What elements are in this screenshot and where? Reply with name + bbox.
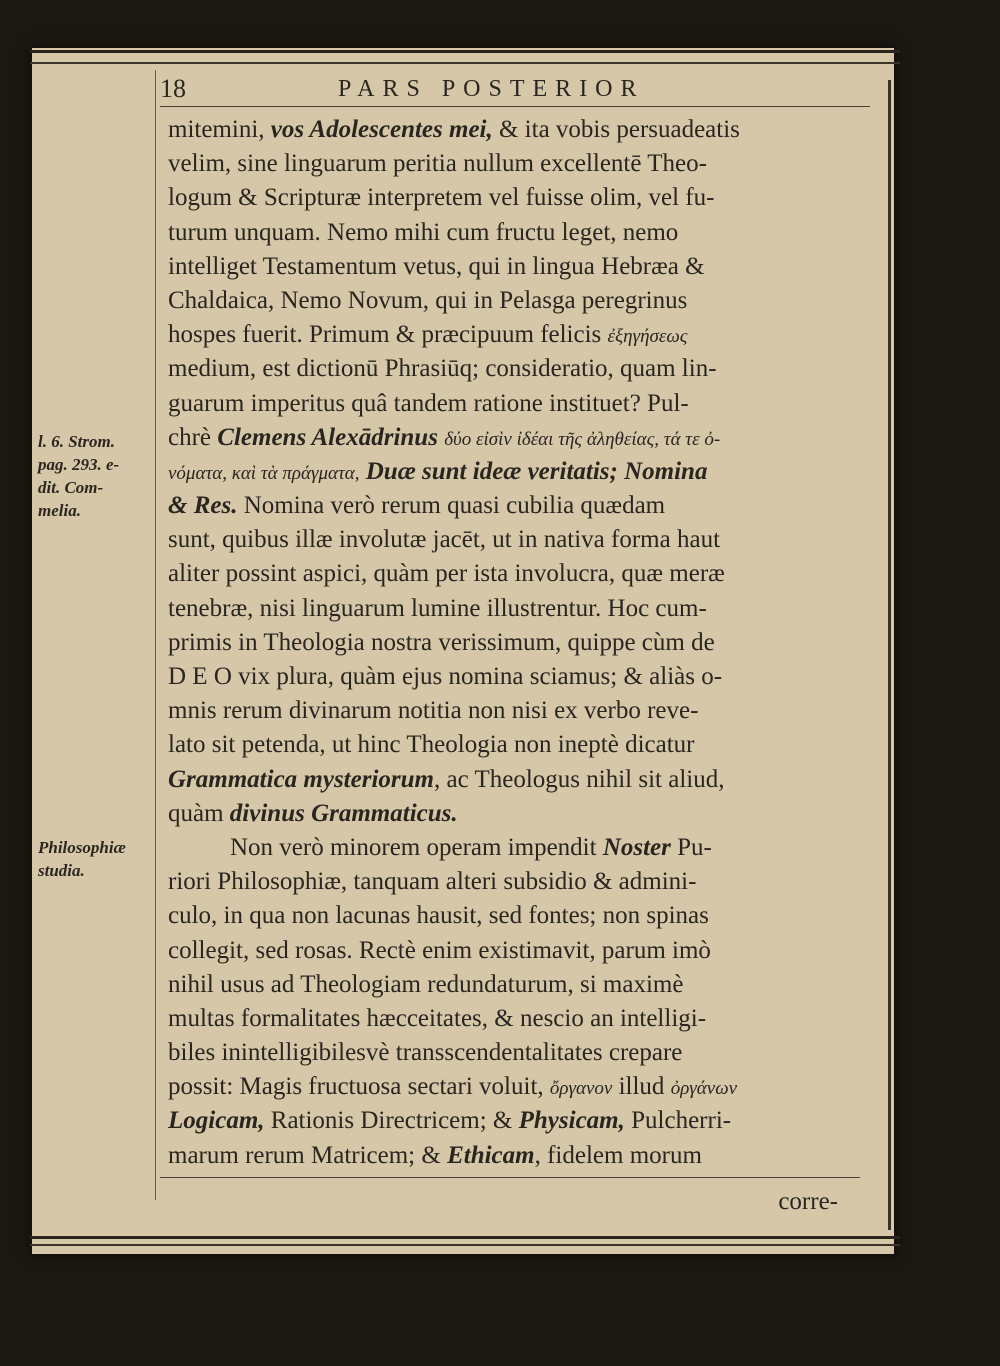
text-line	[168, 216, 868, 250]
running-head: PARS POSTERIOR	[338, 76, 645, 102]
text-line	[168, 934, 868, 968]
italic-text: vos Adolescentes mei,	[270, 116, 493, 143]
text-line	[168, 1002, 868, 1036]
greek-text: δύο εἰσὶν ἰδέαι τῆς ἀληθείας, τά τε ὀ-	[444, 428, 721, 450]
text-line	[168, 352, 868, 386]
text-segment: multas formalitates hæcceitates, & nescio an intelligi-	[168, 1004, 707, 1032]
text-segment: riori Philosophiæ, tanquam alteri subsidio & admini-	[168, 868, 697, 896]
text-line	[168, 1139, 868, 1173]
italic-text: Logicam,	[168, 1107, 265, 1135]
text-segment: Pu-	[670, 833, 712, 861]
text-line	[168, 899, 868, 933]
text-segment: possit: Magis fructuosa sectari voluit,	[168, 1073, 550, 1101]
text-line	[168, 1104, 868, 1138]
text-segment: mnis rerum divinarum notitia non nisi ex verbo reve-	[168, 697, 699, 725]
bottom-border-rule-inner	[30, 1244, 900, 1246]
greek-text: ὄργανον	[549, 1078, 613, 1100]
italic-text: Ethicam	[447, 1141, 535, 1169]
text-line	[168, 250, 868, 284]
text-line	[168, 181, 868, 215]
text-line	[168, 968, 868, 1002]
text-segment: quàm	[168, 799, 230, 827]
text-line	[168, 1070, 868, 1104]
italic-text: Physicam,	[518, 1107, 625, 1135]
text-segment: nihil usus ad Theologiam redundaturum, si maximè	[168, 970, 684, 998]
right-border-rule	[888, 80, 891, 1230]
italic-text: Grammatica mysteriorum	[168, 765, 434, 793]
text-line	[168, 421, 868, 455]
text-line	[168, 865, 868, 899]
top-border-rule	[30, 50, 900, 53]
italic-text: divinus Grammaticus.	[229, 799, 458, 827]
text-line	[168, 557, 868, 591]
text-line	[168, 1036, 868, 1070]
marginal-note-line: dit. Com-	[38, 478, 104, 497]
page-header	[160, 74, 880, 106]
text-segment: biles inintelligibilesvè transscendentalitates crepare	[168, 1039, 683, 1067]
text-line	[168, 592, 868, 626]
greek-text: ἐξηγήσεως	[607, 326, 688, 348]
text-segment: D E O vix plura, quàm ejus nomina sciamus; & aliàs o-	[168, 663, 723, 690]
text-line	[168, 113, 868, 147]
text-segment: Non verò minorem operam impendit	[230, 833, 603, 861]
text-line	[168, 523, 868, 557]
text-line	[168, 660, 868, 694]
text-segment: , ac Theologus nihil sit aliud,	[433, 765, 725, 793]
catchword: corre-	[778, 1187, 838, 1215]
text-segment: primis in Theologia nostra verissimum, quippe cùm de	[168, 628, 715, 656]
text-line	[168, 626, 868, 660]
greek-text: ὀργάνων	[670, 1078, 738, 1100]
marginal-note-line: melia.	[38, 501, 81, 520]
text-segment: lato sit petenda, ut hinc Theologia non ineptè dicatur	[168, 731, 695, 759]
text-line	[168, 728, 868, 762]
text-segment: logum & Scripturæ interpretem vel fuisse olim, vel fu-	[168, 184, 715, 212]
marginal-note-clement	[38, 430, 152, 522]
text-segment: Chaldaica, Nemo Novum, qui in Pelasga peregrinus	[168, 286, 688, 314]
text-line	[168, 147, 868, 181]
italic-text: Clemens Alexādrinus	[217, 423, 438, 451]
text-line	[168, 455, 868, 489]
text-segment: sunt, quibus illæ involutæ jacēt, ut in nativa forma haut	[168, 526, 721, 554]
text-segment: Pulcherri-	[624, 1107, 732, 1135]
marginal-note-line: l. 6. Strom.	[38, 432, 115, 451]
text-segment: mitemini,	[168, 116, 271, 143]
text-line	[168, 489, 868, 523]
italic-text: & Res.	[168, 492, 238, 520]
text-segment: medium, est dictionū Phrasiūq; consideratio, quam lin-	[168, 355, 717, 383]
marginal-note-line: Philosophiæ	[38, 838, 126, 857]
text-segment: chrè	[168, 423, 218, 451]
text-segment: aliter possint aspici, quàm per ista involucra, quæ meræ	[168, 560, 725, 588]
text-segment: Rationis Directricem; &	[264, 1107, 519, 1135]
text-segment: turum unquam. Nemo mihi cum fructu leget, nemo	[168, 218, 679, 246]
text-line	[168, 318, 868, 352]
italic-text: Duæ sunt ideæ veritatis; Nomina	[359, 457, 708, 485]
page-number: 18	[160, 74, 186, 103]
marginal-note-line: studia.	[38, 861, 85, 880]
text-line	[168, 387, 868, 421]
text-line	[168, 831, 868, 865]
top-border-rule-inner	[30, 62, 900, 64]
text-segment: marum rerum Matricem; &	[168, 1141, 448, 1169]
text-segment: hospes fuerit. Primum & præcipuum felicis	[168, 321, 608, 349]
text-line	[168, 284, 868, 318]
body-text	[168, 113, 868, 1219]
text-segment: culo, in qua non lacunas hausit, sed fontes; non spinas	[168, 902, 709, 930]
text-segment: velim, sine linguarum peritia nullum excellentē Theo-	[168, 150, 707, 178]
text-line	[168, 797, 868, 831]
text-segment: guarum imperitus quâ tandem ratione instituet? Pul-	[168, 389, 689, 417]
text-segment: Nomina verò rerum quasi cubilia quædam	[237, 492, 666, 520]
margin-divider	[155, 70, 156, 1200]
text-segment: intelliget Testamentum vetus, qui in lingua Hebræa &	[168, 252, 705, 280]
header-rule	[160, 106, 870, 107]
text-segment: tenebræ, nisi linguarum lumine illustrentur. Hoc cum-	[168, 594, 707, 622]
marginal-note-philosophy	[38, 836, 152, 882]
italic-text: Noster	[602, 833, 671, 861]
text-segment: illud	[612, 1073, 671, 1101]
text-line	[168, 694, 868, 728]
marginal-note-line: pag. 293. e-	[38, 455, 120, 474]
text-segment: collegit, sed rosas. Rectè enim existimavit, parum imò	[168, 936, 711, 964]
bottom-border-rule	[30, 1236, 900, 1239]
text-segment: , fidelem morum	[534, 1141, 702, 1169]
text-segment: & ita vobis persuadeatis	[492, 116, 740, 143]
greek-text: νόματα, καὶ τὰ πράγματα,	[168, 462, 360, 484]
text-line	[168, 763, 868, 797]
